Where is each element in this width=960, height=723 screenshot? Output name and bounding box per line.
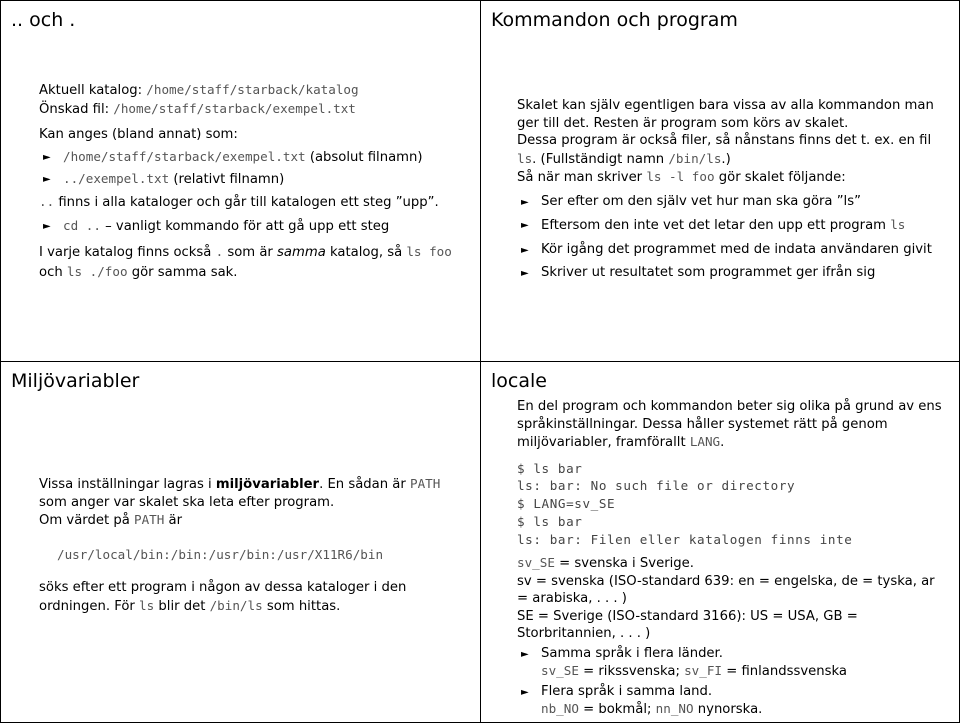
triangle-bullet-icon: ► (521, 196, 529, 208)
list-item: ► /home/staff/starback/exempel.txt (absolut filnamn) (43, 148, 423, 165)
text-line: .. finns i alla kataloger och går till katalogen ett steg ”upp”. (39, 193, 439, 210)
slide-panel-kommandon (480, 0, 960, 362)
list-item: ► Flera språk i samma land. nb_NO = bokmål; nn_NO nynorska. (521, 683, 763, 718)
triangle-bullet-icon: ► (43, 174, 51, 185)
slide-panel-locale (480, 361, 960, 723)
slide-title: locale (491, 370, 547, 392)
list-item: ► Kör igång det programmet med de indata användaren givit (517, 241, 945, 259)
triangle-bullet-icon: ► (43, 221, 51, 232)
text-paragraph: Så när man skriver ls -l foo gör skalet följande: (517, 169, 846, 185)
bullet-list (517, 645, 945, 719)
text-paragraph: Vissa inställningar lagras i miljövariabler. En sådan är PATH som anger var skalet ska leta efter program. (39, 476, 441, 510)
slide-panel-miljovariabler (0, 361, 481, 723)
text-line: Önskad fil: /home/staff/starback/exempel.txt (39, 100, 356, 117)
triangle-bullet-icon: ► (521, 686, 529, 698)
text-paragraph: Om värdet på PATH är (39, 512, 183, 528)
slide-title: Miljövariabler (11, 370, 140, 392)
triangle-bullet-icon: ► (521, 648, 529, 660)
bullet-list (39, 217, 466, 236)
path-value: /usr/local/bin:/bin:/usr/bin:/usr/X11R6/bin (57, 546, 384, 562)
slide-body (39, 81, 466, 282)
slide-panel-och (0, 0, 481, 362)
slide-body (517, 97, 945, 286)
code-line: $ ls bar (517, 460, 583, 476)
terminal-example (517, 460, 945, 549)
code-line: $ ls bar (517, 513, 583, 529)
list-item: ► cd .. – vanligt kommando för att gå upp ett steg (43, 218, 390, 234)
list-item: ► Samma språk i flera länder. sv_SE = rikssvenska; sv_FI = finlandssvenska (521, 645, 847, 680)
code-line: $ LANG=sv_SE (517, 496, 616, 512)
slide-body (517, 398, 945, 721)
triangle-bullet-icon: ► (521, 220, 529, 231)
text-paragraph: En del program och kommandon beter sig olika på grund av ens språkinställningar. Dessa håller systemet rätt på genom miljövariabler, framförallt LANG. (517, 399, 942, 450)
text-paragraph: I varje katalog finns också . som är samma katalog, så ls foo och ls ./foo gör samma sak. (39, 243, 452, 280)
triangle-bullet-icon: ► (43, 151, 51, 163)
slide-title: Kommandon och program (491, 9, 738, 31)
text-paragraph: söks efter ett program i någon av dessa kataloger i den ordningen. För ls blir det /bin/ls som hittas. (39, 580, 407, 614)
list-item: ► Ser efter om den själv vet hur man ska göra ”ls” (517, 193, 945, 211)
code-line: ls: bar: No such file or directory (517, 478, 796, 494)
list-item: ► Eftersom den inte vet det letar den upp ett program ls (521, 217, 906, 233)
text-paragraph: sv = svenska (ISO-standard 639: en = engelska, de = tyska, ar = arabiska, . . . ) (517, 573, 935, 607)
list-item: ► Skriver ut resultatet som programmet ger ifrån sig (517, 264, 945, 282)
slide-body (39, 475, 466, 615)
list-item: ► ../exempel.txt (relativt filnamn) (43, 171, 285, 187)
text-line: Kan anges (bland annat) som: (39, 127, 238, 142)
text-paragraph: Skalet kan själv egentligen bara vissa av alla kommandon man ger till det. Resten är program som körs av skalet. (517, 98, 934, 131)
text-paragraph: Dessa program är också filer, så nånstans finns det t. ex. en fil ls. (Fullständigt namn /bin/ls.) (517, 133, 932, 167)
text-paragraph: SE = Sverige (ISO-standard 3166): US = USA, GB = Storbritannien, . . . ) (517, 608, 858, 642)
bullet-list (39, 148, 466, 189)
triangle-bullet-icon: ► (521, 244, 529, 256)
slide-title: .. och . (11, 9, 76, 31)
bullet-list (517, 193, 945, 282)
triangle-bullet-icon: ► (521, 268, 529, 279)
code-line: ls: bar: Filen eller katalogen finns inte (517, 531, 853, 547)
text-line: Aktuell katalog: /home/staff/starback/katalog (39, 82, 359, 98)
text-paragraph: sv_SE = svenska i Sverige. (517, 555, 694, 572)
